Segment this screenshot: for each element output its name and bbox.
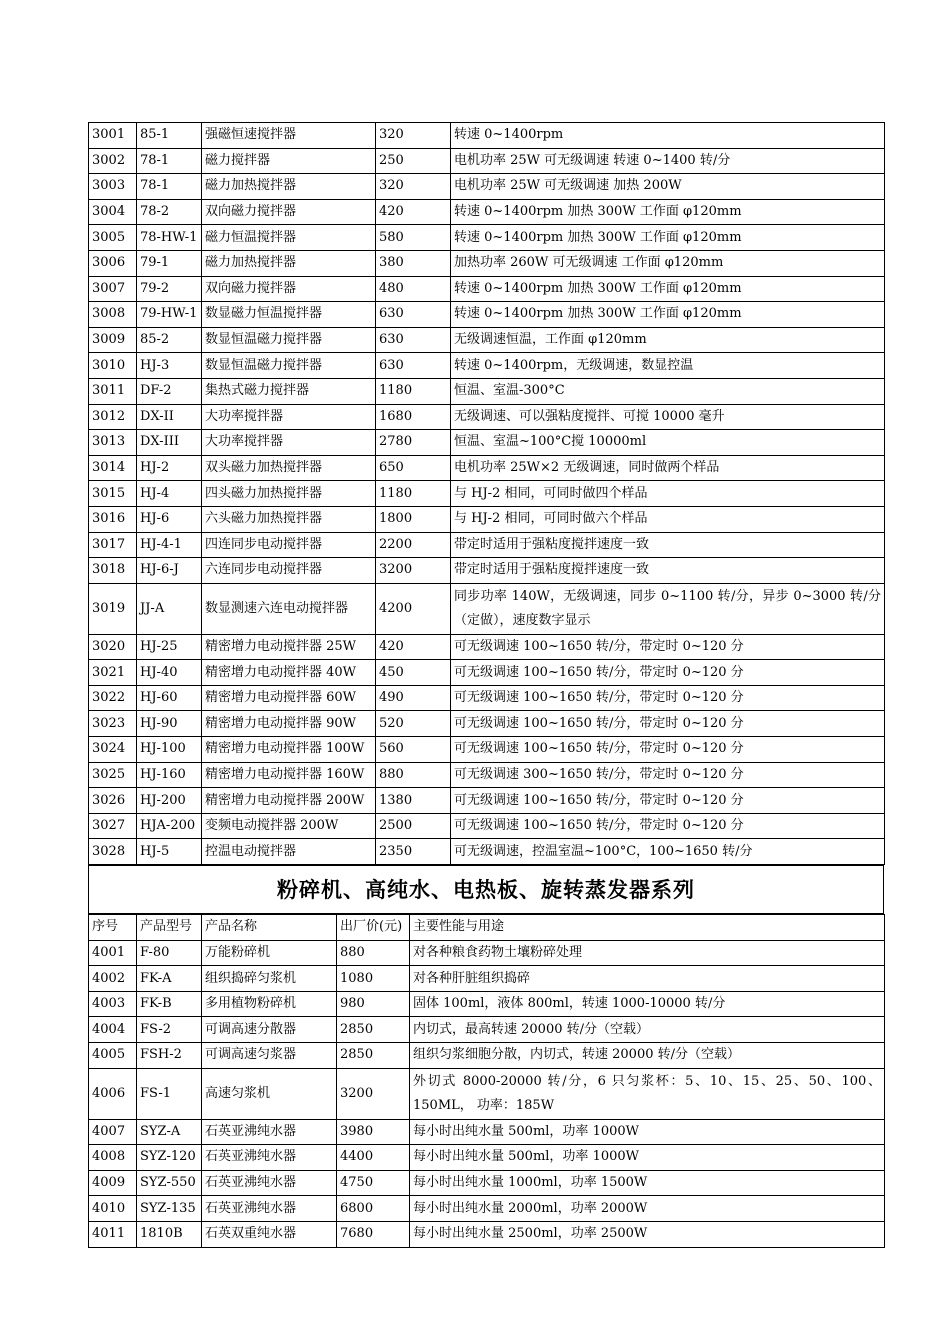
cell-model: HJ-2 bbox=[137, 455, 202, 481]
grinder-price-table bbox=[88, 914, 885, 1248]
cell-name: 数显恒温磁力搅拌器 bbox=[202, 353, 376, 379]
cell-desc: 转速 0~1400rpm 加热 300W 工作面 φ120mm bbox=[451, 199, 885, 225]
cell-no: 4001 bbox=[89, 940, 137, 966]
cell-desc: 可无级调速 100~1650 转/分，带定时 0~120 分 bbox=[451, 813, 885, 839]
grinder-table-body bbox=[89, 915, 885, 1248]
cell-model: SYZ-120 bbox=[137, 1145, 202, 1171]
cell-desc: 电机功率 25W×2 无级调速，同时做两个样品 bbox=[451, 455, 885, 481]
cell-no: 3019 bbox=[89, 583, 137, 634]
cell-model: SYZ-550 bbox=[137, 1170, 202, 1196]
cell-price: 1180 bbox=[376, 378, 451, 404]
cell-model: HJ-4 bbox=[137, 481, 202, 507]
cell-desc: 可无级调速 100~1650 转/分，带定时 0~120 分 bbox=[451, 634, 885, 660]
table-row bbox=[89, 762, 885, 788]
cell-name: 双头磁力加热搅拌器 bbox=[202, 455, 376, 481]
cell-desc: 内切式，最高转速 20000 转/分（空载） bbox=[410, 1017, 885, 1043]
cell-price: 520 bbox=[376, 711, 451, 737]
cell-price: 880 bbox=[337, 940, 410, 966]
cell-model: HJ-25 bbox=[137, 634, 202, 660]
table-row bbox=[89, 1145, 885, 1171]
cell-no: 3002 bbox=[89, 148, 137, 174]
table-row bbox=[89, 250, 885, 276]
cell-desc: 电机功率 25W 可无级调速 加热 200W bbox=[451, 174, 885, 200]
cell-no: 3018 bbox=[89, 558, 137, 584]
table-row bbox=[89, 991, 885, 1017]
cell-price: 490 bbox=[376, 685, 451, 711]
cell-name: 精密增力电动搅拌器 160W bbox=[202, 762, 376, 788]
cell-desc: 转速 0~1400rpm 加热 300W 工作面 φ120mm bbox=[451, 225, 885, 251]
table-row bbox=[89, 199, 885, 225]
cell-model: FS-2 bbox=[137, 1017, 202, 1043]
cell-no: 3015 bbox=[89, 481, 137, 507]
cell-no: 4010 bbox=[89, 1196, 137, 1222]
cell-model: 79-1 bbox=[137, 250, 202, 276]
cell-model: 78-1 bbox=[137, 174, 202, 200]
cell-name: 石英亚沸纯水器 bbox=[202, 1170, 337, 1196]
cell-desc: 同步功率 140W，无级调速，同步 0~1100 转/分，异步 0~3000 转/分（定做），速度数字显示 bbox=[451, 583, 885, 634]
cell-name: 强磁恒速搅拌器 bbox=[202, 123, 376, 149]
cell-model: HJ-90 bbox=[137, 711, 202, 737]
cell-model: 78-HW-1 bbox=[137, 225, 202, 251]
cell-name: 磁力加热搅拌器 bbox=[202, 250, 376, 276]
cell-no: 3026 bbox=[89, 788, 137, 814]
cell-model: 85-1 bbox=[137, 123, 202, 149]
stirrer-price-table bbox=[88, 122, 885, 865]
table-row bbox=[89, 123, 885, 149]
cell-price: 1180 bbox=[376, 481, 451, 507]
cell-name: 精密增力电动搅拌器 40W bbox=[202, 660, 376, 686]
cell-desc: 可无级调速 100~1650 转/分，带定时 0~120 分 bbox=[451, 711, 885, 737]
table-row bbox=[89, 327, 885, 353]
table-row bbox=[89, 583, 885, 634]
cell-no: 3001 bbox=[89, 123, 137, 149]
cell-model: FK-A bbox=[137, 966, 202, 992]
cell-desc: 与 HJ-2 相同，可同时做六个样品 bbox=[451, 506, 885, 532]
cell-name: 石英亚沸纯水器 bbox=[202, 1145, 337, 1171]
table-row bbox=[89, 558, 885, 584]
cell-price: 250 bbox=[376, 148, 451, 174]
cell-name: 精密增力电动搅拌器 90W bbox=[202, 711, 376, 737]
cell-no: 3007 bbox=[89, 276, 137, 302]
cell-no: 3020 bbox=[89, 634, 137, 660]
cell-desc: 转速 0~1400rpm，无级调速，数显控温 bbox=[451, 353, 885, 379]
cell-desc: 可无级调速 100~1650 转/分，带定时 0~120 分 bbox=[451, 737, 885, 763]
table-row bbox=[89, 276, 885, 302]
cell-no: 3012 bbox=[89, 404, 137, 430]
cell-model: 79-HW-1 bbox=[137, 302, 202, 328]
cell-price: 630 bbox=[376, 327, 451, 353]
cell-model: F-80 bbox=[137, 940, 202, 966]
cell-price: 320 bbox=[376, 123, 451, 149]
cell-name: 四头磁力加热搅拌器 bbox=[202, 481, 376, 507]
cell-desc: 带定时适用于强粘度搅拌速度一致 bbox=[451, 532, 885, 558]
cell-price: 4200 bbox=[376, 583, 451, 634]
cell-no: 3017 bbox=[89, 532, 137, 558]
cell-name: 大功率搅拌器 bbox=[202, 404, 376, 430]
cell-model: 78-1 bbox=[137, 148, 202, 174]
section-title-row bbox=[89, 866, 884, 914]
cell-price: 630 bbox=[376, 302, 451, 328]
cell-desc: 每小时出纯水量 2500ml，功率 2500W bbox=[410, 1221, 885, 1247]
table-row bbox=[89, 966, 885, 992]
cell-name: 六头磁力加热搅拌器 bbox=[202, 506, 376, 532]
cell-price: 2350 bbox=[376, 839, 451, 865]
cell-price: 580 bbox=[376, 225, 451, 251]
header-price: 出厂价(元) bbox=[337, 915, 410, 941]
table-row bbox=[89, 1221, 885, 1247]
section-title: 粉碎机、高纯水、电热板、旋转蒸发器系列 bbox=[89, 866, 884, 914]
cell-name: 精密增力电动搅拌器 100W bbox=[202, 737, 376, 763]
cell-model: FS-1 bbox=[137, 1068, 202, 1119]
cell-price: 380 bbox=[376, 250, 451, 276]
cell-price: 2780 bbox=[376, 430, 451, 456]
cell-price: 3200 bbox=[337, 1068, 410, 1119]
table-row bbox=[89, 1043, 885, 1069]
cell-model: JJ-A bbox=[137, 583, 202, 634]
cell-name: 精密增力电动搅拌器 200W bbox=[202, 788, 376, 814]
cell-desc: 每小时出纯水量 500ml，功率 1000W bbox=[410, 1145, 885, 1171]
cell-desc: 电机功率 25W 可无级调速 转速 0~1400 转/分 bbox=[451, 148, 885, 174]
table-row bbox=[89, 404, 885, 430]
cell-name: 精密增力电动搅拌器 60W bbox=[202, 685, 376, 711]
cell-name: 组织捣碎匀浆机 bbox=[202, 966, 337, 992]
cell-name: 精密增力电动搅拌器 25W bbox=[202, 634, 376, 660]
cell-price: 3200 bbox=[376, 558, 451, 584]
table-row bbox=[89, 506, 885, 532]
cell-no: 3003 bbox=[89, 174, 137, 200]
table-row bbox=[89, 1119, 885, 1145]
cell-no: 3011 bbox=[89, 378, 137, 404]
cell-no: 4011 bbox=[89, 1221, 137, 1247]
cell-no: 3008 bbox=[89, 302, 137, 328]
cell-desc: 与 HJ-2 相同，可同时做四个样品 bbox=[451, 481, 885, 507]
cell-name: 万能粉碎机 bbox=[202, 940, 337, 966]
cell-desc: 恒温、室温-300°C bbox=[451, 378, 885, 404]
cell-name: 变频电动搅拌器 200W bbox=[202, 813, 376, 839]
cell-name: 四连同步电动搅拌器 bbox=[202, 532, 376, 558]
cell-model: FSH-2 bbox=[137, 1043, 202, 1069]
table-header-row bbox=[89, 915, 885, 941]
cell-desc: 转速 0~1400rpm bbox=[451, 123, 885, 149]
cell-no: 4002 bbox=[89, 966, 137, 992]
cell-model: HJ-100 bbox=[137, 737, 202, 763]
cell-no: 3013 bbox=[89, 430, 137, 456]
cell-name: 双向磁力搅拌器 bbox=[202, 199, 376, 225]
table-row bbox=[89, 660, 885, 686]
table-row bbox=[89, 532, 885, 558]
cell-price: 4750 bbox=[337, 1170, 410, 1196]
cell-price: 1680 bbox=[376, 404, 451, 430]
cell-name: 磁力加热搅拌器 bbox=[202, 174, 376, 200]
table-row bbox=[89, 634, 885, 660]
cell-model: HJ-160 bbox=[137, 762, 202, 788]
table-row bbox=[89, 1017, 885, 1043]
cell-name: 多用植物粉碎机 bbox=[202, 991, 337, 1017]
cell-price: 450 bbox=[376, 660, 451, 686]
cell-model: DF-2 bbox=[137, 378, 202, 404]
cell-price: 3980 bbox=[337, 1119, 410, 1145]
cell-desc: 可无级调速 100~1650 转/分，带定时 0~120 分 bbox=[451, 685, 885, 711]
cell-price: 2500 bbox=[376, 813, 451, 839]
table-row bbox=[89, 302, 885, 328]
cell-model: SYZ-135 bbox=[137, 1196, 202, 1222]
table-row bbox=[89, 353, 885, 379]
cell-name: 石英双重纯水器 bbox=[202, 1221, 337, 1247]
cell-name: 控温电动搅拌器 bbox=[202, 839, 376, 865]
cell-model: HJ-5 bbox=[137, 839, 202, 865]
cell-price: 7680 bbox=[337, 1221, 410, 1247]
cell-price: 1080 bbox=[337, 966, 410, 992]
cell-no: 3022 bbox=[89, 685, 137, 711]
cell-desc: 每小时出纯水量 1000ml，功率 1500W bbox=[410, 1170, 885, 1196]
cell-name: 石英亚沸纯水器 bbox=[202, 1119, 337, 1145]
table-row bbox=[89, 455, 885, 481]
table-row bbox=[89, 685, 885, 711]
cell-price: 630 bbox=[376, 353, 451, 379]
cell-no: 3004 bbox=[89, 199, 137, 225]
table-row bbox=[89, 940, 885, 966]
cell-name: 磁力恒温搅拌器 bbox=[202, 225, 376, 251]
table-row bbox=[89, 148, 885, 174]
cell-model: HJ-6-J bbox=[137, 558, 202, 584]
cell-price: 2200 bbox=[376, 532, 451, 558]
cell-desc: 组织匀浆细胞分散，内切式，转速 20000 转/分（空载） bbox=[410, 1043, 885, 1069]
cell-no: 3009 bbox=[89, 327, 137, 353]
cell-model: HJ-60 bbox=[137, 685, 202, 711]
cell-name: 石英亚沸纯水器 bbox=[202, 1196, 337, 1222]
cell-desc: 无级调速、可以强粘度搅拌、可搅 10000 毫升 bbox=[451, 404, 885, 430]
cell-price: 6800 bbox=[337, 1196, 410, 1222]
cell-model: 1810B bbox=[137, 1221, 202, 1247]
cell-price: 1800 bbox=[376, 506, 451, 532]
cell-price: 320 bbox=[376, 174, 451, 200]
cell-price: 880 bbox=[376, 762, 451, 788]
cell-price: 4400 bbox=[337, 1145, 410, 1171]
table-row bbox=[89, 1170, 885, 1196]
cell-desc: 恒温、室温~100°C搅 10000ml bbox=[451, 430, 885, 456]
cell-name: 集热式磁力搅拌器 bbox=[202, 378, 376, 404]
cell-price: 1380 bbox=[376, 788, 451, 814]
cell-desc: 带定时适用于强粘度搅拌速度一致 bbox=[451, 558, 885, 584]
cell-name: 双向磁力搅拌器 bbox=[202, 276, 376, 302]
cell-desc: 固体 100ml，液体 800ml，转速 1000-10000 转/分 bbox=[410, 991, 885, 1017]
cell-model: 78-2 bbox=[137, 199, 202, 225]
cell-name: 数显测速六连电动搅拌器 bbox=[202, 583, 376, 634]
cell-no: 3021 bbox=[89, 660, 137, 686]
cell-model: DX-II bbox=[137, 404, 202, 430]
cell-desc: 可无级调速 100~1650 转/分，带定时 0~120 分 bbox=[451, 660, 885, 686]
cell-price: 480 bbox=[376, 276, 451, 302]
cell-name: 磁力搅拌器 bbox=[202, 148, 376, 174]
cell-no: 3027 bbox=[89, 813, 137, 839]
table-row bbox=[89, 737, 885, 763]
cell-no: 3016 bbox=[89, 506, 137, 532]
table-row bbox=[89, 1196, 885, 1222]
stirrer-table-body bbox=[89, 123, 885, 865]
cell-name: 大功率搅拌器 bbox=[202, 430, 376, 456]
cell-no: 3028 bbox=[89, 839, 137, 865]
cell-no: 4005 bbox=[89, 1043, 137, 1069]
cell-model: SYZ-A bbox=[137, 1119, 202, 1145]
cell-no: 3023 bbox=[89, 711, 137, 737]
table-row bbox=[89, 711, 885, 737]
cell-desc: 转速 0~1400rpm 加热 300W 工作面 φ120mm bbox=[451, 302, 885, 328]
cell-no: 4009 bbox=[89, 1170, 137, 1196]
cell-desc: 可无级调速，控温室温~100°C，100~1650 转/分 bbox=[451, 839, 885, 865]
cell-no: 4003 bbox=[89, 991, 137, 1017]
header-name: 产品名称 bbox=[202, 915, 337, 941]
document-page bbox=[88, 122, 884, 1248]
header-no: 序号 bbox=[89, 915, 137, 941]
cell-no: 4004 bbox=[89, 1017, 137, 1043]
table-row bbox=[89, 225, 885, 251]
table-row bbox=[89, 430, 885, 456]
cell-model: DX-III bbox=[137, 430, 202, 456]
table-row bbox=[89, 174, 885, 200]
cell-desc: 每小时出纯水量 500ml，功率 1000W bbox=[410, 1119, 885, 1145]
cell-model: HJ-4-1 bbox=[137, 532, 202, 558]
cell-no: 3010 bbox=[89, 353, 137, 379]
cell-name: 可调高速匀浆器 bbox=[202, 1043, 337, 1069]
header-model: 产品型号 bbox=[137, 915, 202, 941]
table-row bbox=[89, 788, 885, 814]
cell-no: 3005 bbox=[89, 225, 137, 251]
cell-name: 可调高速分散器 bbox=[202, 1017, 337, 1043]
cell-model: FK-B bbox=[137, 991, 202, 1017]
cell-price: 650 bbox=[376, 455, 451, 481]
header-desc: 主要性能与用途 bbox=[410, 915, 885, 941]
cell-model: HJ-3 bbox=[137, 353, 202, 379]
table-row bbox=[89, 839, 885, 865]
cell-desc: 无级调速恒温，工作面 φ120mm bbox=[451, 327, 885, 353]
table-row bbox=[89, 481, 885, 507]
cell-price: 980 bbox=[337, 991, 410, 1017]
cell-model: HJ-40 bbox=[137, 660, 202, 686]
cell-desc: 可无级调速 100~1650 转/分，带定时 0~120 分 bbox=[451, 788, 885, 814]
cell-no: 3025 bbox=[89, 762, 137, 788]
cell-name: 数显恒温磁力搅拌器 bbox=[202, 327, 376, 353]
cell-price: 2850 bbox=[337, 1043, 410, 1069]
cell-no: 3006 bbox=[89, 250, 137, 276]
cell-name: 六连同步电动搅拌器 bbox=[202, 558, 376, 584]
cell-no: 3014 bbox=[89, 455, 137, 481]
cell-desc: 外切式 8000-20000 转/分，6 只匀浆杯：5、10、15、25、50、100、150ML， 功率：185W bbox=[410, 1068, 885, 1119]
cell-name: 数显磁力恒温搅拌器 bbox=[202, 302, 376, 328]
cell-price: 2850 bbox=[337, 1017, 410, 1043]
cell-desc: 对各种肝脏组织捣碎 bbox=[410, 966, 885, 992]
cell-no: 3024 bbox=[89, 737, 137, 763]
table-row bbox=[89, 1068, 885, 1119]
cell-no: 4008 bbox=[89, 1145, 137, 1171]
cell-desc: 对各种粮食药物土壤粉碎处理 bbox=[410, 940, 885, 966]
cell-model: HJ-6 bbox=[137, 506, 202, 532]
cell-model: HJA-200 bbox=[137, 813, 202, 839]
cell-desc: 转速 0~1400rpm 加热 300W 工作面 φ120mm bbox=[451, 276, 885, 302]
cell-price: 420 bbox=[376, 634, 451, 660]
cell-name: 高速匀浆机 bbox=[202, 1068, 337, 1119]
cell-desc: 每小时出纯水量 2000ml，功率 2000W bbox=[410, 1196, 885, 1222]
cell-desc: 可无级调速 300~1650 转/分，带定时 0~120 分 bbox=[451, 762, 885, 788]
cell-no: 4007 bbox=[89, 1119, 137, 1145]
cell-price: 420 bbox=[376, 199, 451, 225]
cell-price: 560 bbox=[376, 737, 451, 763]
cell-desc: 加热功率 260W 可无级调速 工作面 φ120mm bbox=[451, 250, 885, 276]
table-row bbox=[89, 813, 885, 839]
cell-model: 85-2 bbox=[137, 327, 202, 353]
cell-no: 4006 bbox=[89, 1068, 137, 1119]
cell-model: HJ-200 bbox=[137, 788, 202, 814]
cell-model: 79-2 bbox=[137, 276, 202, 302]
table-row bbox=[89, 378, 885, 404]
section-title-table bbox=[88, 865, 884, 914]
